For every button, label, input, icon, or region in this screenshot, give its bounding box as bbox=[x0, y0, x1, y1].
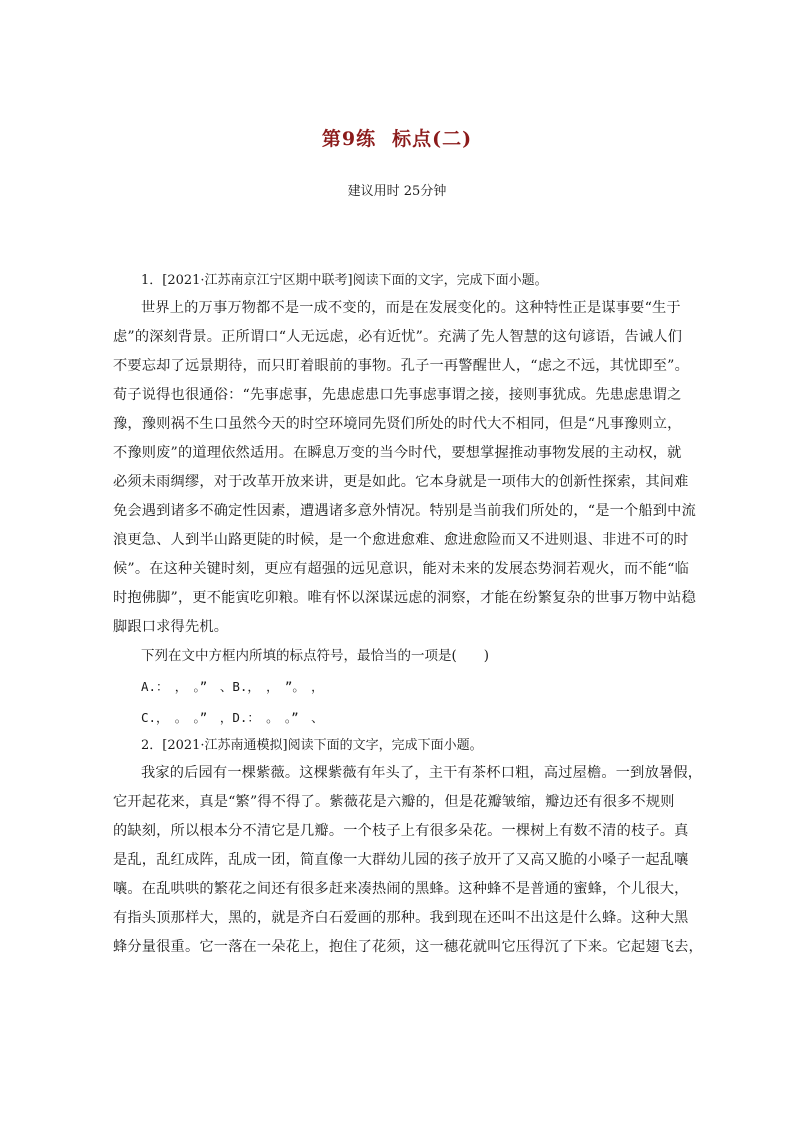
question-1-options bbox=[113, 671, 683, 733]
passage-line: 不豫则废”的道理依然适用。在瞬息万变的当今时代，要想掌握推动事物发展的主动权，就 bbox=[113, 445, 682, 461]
passage-line: 免会遇到诸多不确定性因素，遭遇诸多意外情况。特别是当前我们所处的，“是一个船到中流 bbox=[113, 503, 696, 519]
passage-line: 有指头顶那样大，黑的，就是齐白石爱画的那种。我到现在还叫不出这是什么蜂。这种大黑 bbox=[113, 910, 689, 926]
question-2-passage bbox=[113, 759, 703, 962]
passage-line: 候”。在这种关键时刻，更应有超强的远见意识，能对未来的发展态势洞若观火，而不能“临 bbox=[113, 561, 690, 577]
passage-line: 必须未雨绸缪，对于改革开放来讲，更是如此。它本身就是一项伟大的创新性探索，其间难 bbox=[113, 474, 689, 490]
passage-line: 虑”的深刻背景。正所谓口“人无远虑，必有近忧”。充满了先人智慧的这句谚语，告诫人们 bbox=[113, 329, 683, 345]
passage-line: 荀子说得也很通俗：“先事虑事，先患虑患口先事虑事谓之接，接则事犹成。先患虑患谓之 bbox=[113, 387, 682, 403]
passage-line: 的缺刻，所以根本分不清它是几瓣。一个枝子上有很多朵花。一棵树上有数不清的枝子。真 bbox=[113, 823, 689, 839]
passage-line: 蜂分量很重。它一落在一朵花上，抱住了花须，这一穗花就叫它压得沉了下来。它起翅飞去， bbox=[113, 939, 703, 955]
question-1-passage bbox=[113, 294, 696, 642]
passage-line: 脚跟口求得先机。 bbox=[113, 619, 229, 635]
question-1-prompt: 下列在文中方框内所填的标点符号，最恰当的一项是( ) bbox=[141, 648, 490, 664]
title-topic: 标点(二) bbox=[392, 128, 473, 150]
passage-line: 世界上的万事万物都不是一成不变的，而是在发展变化的。这种特性正是谋事要“生于 bbox=[141, 300, 681, 316]
suggested-time: 建议用时 25分钟 bbox=[347, 184, 447, 199]
title-lesson: 第9练 bbox=[321, 128, 377, 150]
passage-line: 嚷。在乱哄哄的繁花之间还有很多赶来凑热闹的黑蜂。这种蜂不是普通的蜜蜂，个儿很大， bbox=[113, 881, 689, 897]
passage-line: 是乱，乱红成阵，乱成一团，简直像一大群幼儿园的孩子放开了又高又脆的小嗓子一起乱嚷 bbox=[113, 852, 689, 868]
question-1-heading: 1．[2021·江苏南京江宁区期中联考]阅读下面的文字，完成下面小题。 bbox=[141, 273, 548, 288]
passage-line: 时抱佛脚”，更不能寅吃卯粮。唯有怀以深谋远虑的洞察，才能在纷繁复杂的世事万物中站稳 bbox=[113, 590, 696, 606]
passage-line: 浪更急、人到半山路更陡的时候，是一个愈进愈难、愈进愈险而又不进则退、非进不可的时 bbox=[113, 532, 689, 548]
page-title bbox=[0, 124, 794, 151]
exercise-content bbox=[113, 268, 703, 962]
passage-line: 我家的后园有一棵紫薇。这棵紫薇有年头了，主干有茶杯口粗，高过屋檐。一到放暑假， bbox=[141, 765, 703, 781]
passage-line: 不要忘却了远景期待，而只盯着眼前的事物。孔子一再警醒世人，“虑之不远，其忧即至”。 bbox=[113, 358, 690, 374]
option-row-cd: C.， 。 。” ，D.： 。 。” 、 bbox=[141, 710, 324, 725]
passage-line: 它开起花来，真是“繁”得不得了。紫薇花是六瓣的，但是花瓣皱缩，瓣边还有很多不规则 bbox=[113, 794, 675, 810]
question-2-heading: 2．[2021·江苏南通模拟]阅读下面的文字，完成下面小题。 bbox=[141, 738, 483, 753]
option-row-ab: A.： ， 。” 、B.， ， ”。 ， bbox=[141, 679, 324, 694]
passage-line: 豫，豫则祸不生口虽然今天的时空环境同先贤们所处的时代大不相同，但是“凡事豫则立， bbox=[113, 416, 682, 432]
